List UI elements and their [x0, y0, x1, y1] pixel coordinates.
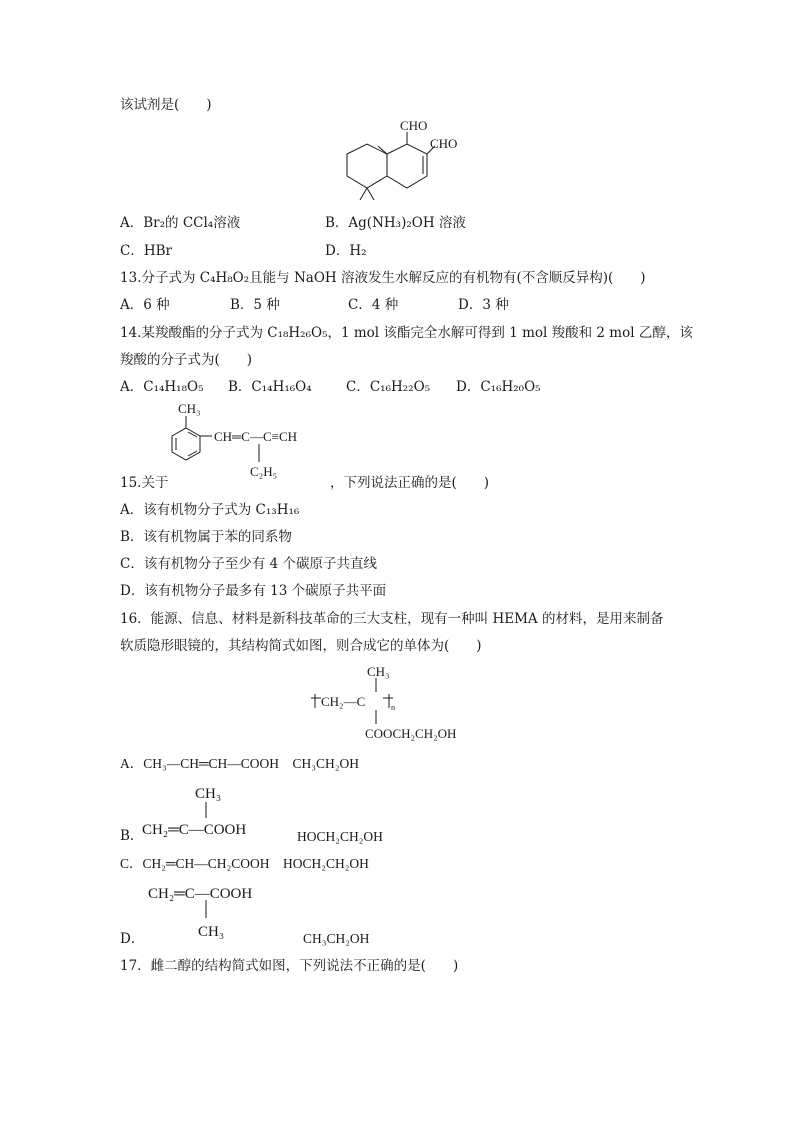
- q16-n: n: [391, 703, 395, 712]
- q12-option-d: D．H₂: [325, 243, 367, 259]
- q12-option-a: A．Br₂的 CCl₄溶液: [120, 215, 241, 231]
- q15-option-c: C．该有机物分子至少有 4 个碳原子共直线: [120, 556, 378, 572]
- q15-ch3: CH₃: [178, 401, 201, 416]
- q16-option-d-label: D．: [120, 931, 145, 947]
- q16-option-b-label: B．: [120, 828, 144, 844]
- q12-cho-top: CHO: [400, 118, 428, 133]
- q16-option-d-structure: [146, 878, 306, 942]
- q15-structure-image: [164, 400, 344, 488]
- q16-option-a: A．CH₃—CH═CH—COOH CH₃CH₂OH: [120, 756, 359, 771]
- q15-stem-suffix: ，下列说法正确的是( ): [330, 475, 490, 491]
- q13-option-a: A．6 种: [120, 297, 170, 313]
- q16-stem-line1: 16．能源、信息、材料是新科技革命的三大支柱，现有一种叫 HEMA 的材料，是用来制备: [120, 611, 664, 627]
- q16-option-b-alcohol: HOCH₂CH₂OH: [297, 829, 383, 844]
- q15-option-a: A．该有机物分子式为 C₁₃H₁₆: [120, 502, 300, 518]
- q14-option-c: C．C₁₆H₂₂O₅: [346, 379, 431, 395]
- q16-d-main: CH₂═C—COOH: [148, 886, 253, 902]
- q12-option-c: C．HBr: [120, 243, 172, 259]
- q14-option-d: D．C₁₆H₂₀O₅: [456, 379, 541, 395]
- q12-structure-image: [330, 118, 460, 210]
- q15-option-d: D．该有机物分子最多有 13 个碳原子共平面: [120, 583, 387, 599]
- q16-structure-image: [305, 662, 505, 746]
- q14-option-b: B．C₁₄H₁₆O₄: [228, 379, 312, 395]
- q15-option-b: B．该有机物属于苯的同系物: [120, 529, 292, 545]
- q15-c2h5: C₂H₅: [250, 464, 278, 479]
- q16-chain: CH₂—C: [321, 694, 366, 709]
- q17-stem: 17．雌二醇的结构简式如图，下列说法不正确的是( ): [120, 958, 459, 974]
- q14-stem-line1: 14.某羧酸酯的分子式为 C₁₈H₂₆O₅，1 mol 该酯完全水解可得到 1 mol 羧酸和 2 mol 乙醇，该: [120, 325, 693, 341]
- q12-option-b: B．Ag(NH₃)₂OH 溶液: [325, 215, 466, 231]
- q14-option-a: A．C₁₄H₁₈O₅: [120, 379, 204, 395]
- q16-ester: COOCH₂CH₂OH: [365, 726, 457, 741]
- q13-stem: 13.分子式为 C₄H₈O₂且能与 NaOH 溶液发生水解反应的有机物有(不含顺反异构)( ): [120, 270, 646, 286]
- q16-b-main: CH₂═C—COOH: [142, 822, 247, 838]
- q16-option-c: C．CH₂═CH—CH₂COOH HOCH₂CH₂OH: [120, 856, 369, 871]
- q16-stem-line2: 软质隐形眼镜的，其结构简式如图，则合成它的单体为( ): [120, 638, 482, 654]
- q13-option-c: C．4 种: [348, 297, 399, 313]
- q13-option-d: D．3 种: [458, 297, 509, 313]
- q12-stem-tail: 该试剂是( ): [120, 97, 212, 113]
- q16-ch3: CH₃: [367, 664, 390, 679]
- q15-chain: CH═C—C≡CH: [214, 429, 298, 444]
- q16-option-b-structure: [140, 780, 300, 842]
- q14-stem-line2: 羧酸的分子式为( ): [120, 352, 253, 368]
- q16-d-ch3: CH₃: [198, 924, 225, 940]
- q16-option-d-alcohol: CH₃CH₂OH: [303, 931, 370, 946]
- q15-stem-prefix: 15.关于: [120, 475, 169, 491]
- q12-cho-right: CHO: [430, 136, 458, 151]
- q13-option-b: B．5 种: [230, 297, 280, 313]
- q16-b-ch3: CH₃: [195, 786, 222, 802]
